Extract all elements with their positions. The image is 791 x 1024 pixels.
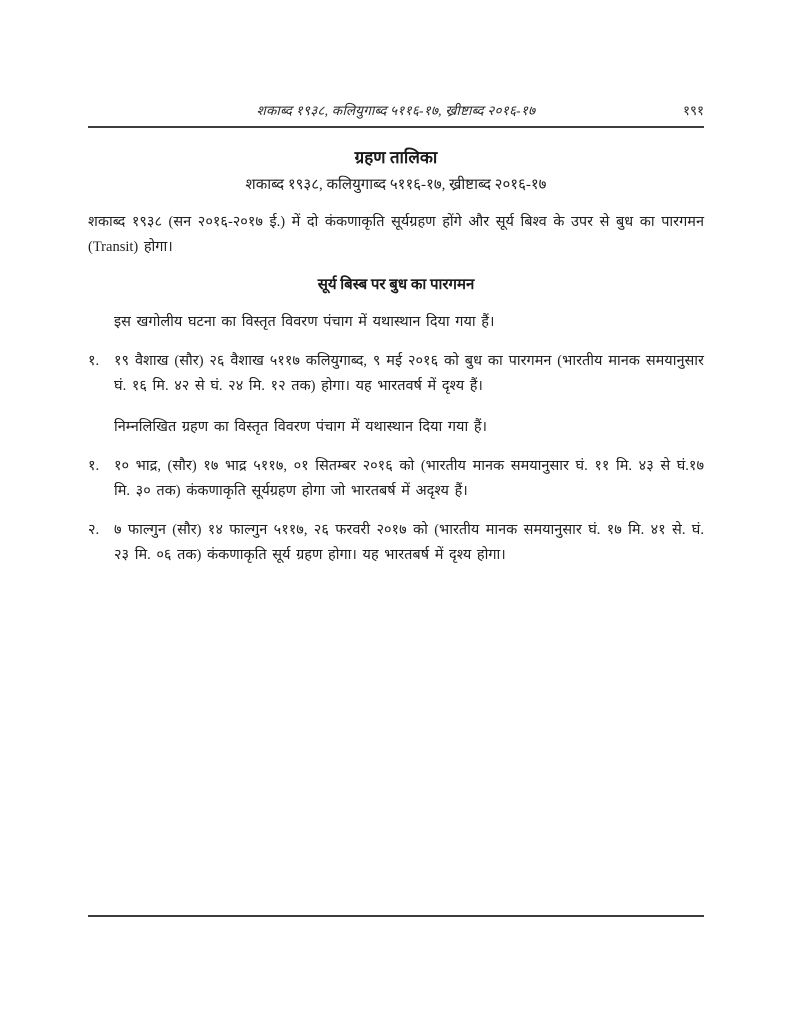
running-header-title: शकाब्द १९३८, कलियुगाब्द ५११६-१७, ख्रीष्टाब्द २०१६-१७ (256, 103, 536, 118)
transit-list-item (88, 349, 704, 399)
transit-section-lead: इस खगोलीय घटना का विस्तृत विवरण पंचाग में यथास्थान दिया गया हैं। (114, 314, 495, 330)
eclipse-list-item (88, 454, 704, 504)
running-header (88, 0, 704, 126)
eclipse-list-item (88, 518, 704, 568)
footer-divider (88, 915, 704, 917)
page-number: १९१ (682, 103, 704, 118)
list-item-text: १९ वैशाख (सौर) २६ वैशाख ५११७ कलियुगाब्द, ९ मई २०१६ को बुध का पारगमन (भारतीय मानक समयानुसार घं. १६ मि. ४२ से घं. २४ मि. १२ तक) होगा। यह भारतवर्ष में दृश्य हैं। (114, 353, 704, 394)
list-item-number: १. (88, 353, 100, 369)
header-divider (88, 126, 704, 128)
page-content (88, 0, 704, 568)
list-item-text: ७ फाल्गुन (सौर) १४ फाल्गुन ५११७, २६ फरवरी २०१७ को (भारतीय मानक समयानुसार घं. १७ मि. ४१ से. घं. २३ मि. ०६ तक) कंकणाकृति सूर्य ग्रहण होगा। यह भारतबर्ष में दृश्य होगा। (114, 522, 704, 563)
eclipse-section-lead: निम्नलिखित ग्रहण का विस्तृत विवरण पंचाग में यथास्थान दिया गया हैं। (114, 419, 488, 435)
page-title: ग्रहण तालिका (354, 148, 438, 167)
list-item-number: २. (88, 522, 100, 538)
page-subtitle: शकाब्द १९३८, कलियुगाब्द ५११६-१७, ख्रीष्टाब्द २०१६-१७ (245, 177, 547, 193)
list-item-number: १. (88, 458, 100, 474)
list-item-text: १० भाद्र, (सौर) १७ भाद्र ५११७, ०१ सितम्बर २०१६ को (भारतीय मानक समयानुसार घं. ११ मि. ४३ से घं.१७ मि. ३० तक) कंकणाकृति सूर्यग्रहण होगा जो भारतबर्ष में अदृश्य हैं। (114, 458, 704, 499)
intro-paragraph: शकाब्द १९३८ (सन २०१६-२०१७ ई.) में दो कंकणाकृति सूर्यग्रहण होंगे और सूर्य बिश्व के उपर से बुध का पारगमन (Transit) होगा। (88, 214, 704, 255)
transit-section-heading: सूर्य बिस्ब पर बुध का पारगमन (317, 277, 475, 293)
